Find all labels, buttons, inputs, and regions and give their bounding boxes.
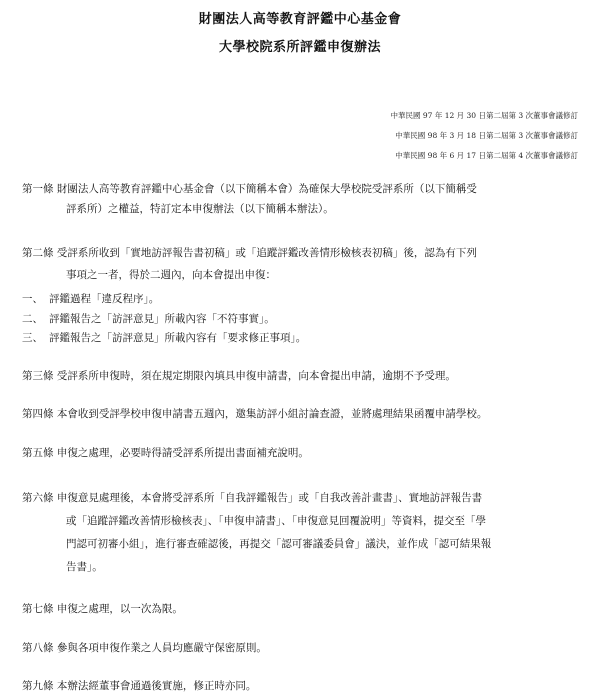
list-item-number: 三、 (22, 332, 43, 344)
list-item-text: 評鑑報告之「訪評意見」所載內容有「要求修正事項」。 (49, 332, 307, 344)
list-item (22, 311, 275, 326)
article-label: 第二條 (22, 247, 54, 259)
list-item (22, 330, 306, 345)
article-label: 第五條 (22, 447, 54, 459)
article-2 (22, 245, 477, 260)
organization-title: 財團法人高等教育評鑑中心基金會 (198, 12, 402, 27)
article-1 (22, 181, 477, 196)
article-text: 申復之處理，必要時得請受評系所提出書面補充說明。 (56, 447, 309, 459)
article-text: 本辦法經董事會通過後實施，修正時亦同。 (56, 680, 257, 692)
article-3 (22, 368, 456, 383)
revision-note: 中華民國 98 年 6 月 17 日第二屆第 4 次董事會議修訂 (395, 151, 578, 160)
article-text: 申復意見處理後，本會將受評系所「自我評鑑報告」或「自我改善計畫書」、實地訪評報告書 (56, 492, 483, 504)
article-text: 受評系所收到「實地訪評報告書初稿」或「追蹤評鑑改善情形檢核表初稿」後，認為有下列 (56, 247, 477, 259)
article-7 (22, 601, 183, 616)
article-label: 第八條 (22, 642, 54, 654)
list-item (22, 291, 159, 306)
article-4 (22, 406, 487, 421)
article-text-continued: 告書」。 (66, 561, 103, 573)
article-text-continued: 事項之一者，得於二週內，向本會提出申復： (66, 269, 276, 281)
article-5 (22, 445, 309, 460)
article-text-continued: 評系所）之權益，特訂定本申復辦法（以下簡稱本辦法）。 (66, 203, 334, 215)
article-label: 第四條 (22, 408, 54, 420)
list-item-text: 評鑑報告之「訪評意見」所載內容「不符事實」。 (49, 313, 275, 325)
article-text-continued: 門認可初審小組」，進行審查確認後，再提交「認可審議委員會」議決，並作成「認可結果報 (66, 538, 492, 550)
article-text: 財團法人高等教育評鑑中心基金會（以下簡稱本會）為確保大學校院受評系所（以下簡稱受 (56, 183, 477, 195)
article-label: 第三條 (22, 370, 54, 382)
article-text-continued: 或「追蹤評鑑改善情形檢核表」、「申復申請書」、「申復意見回覆說明」等資料，提交至「學 (66, 515, 486, 527)
article-9 (22, 678, 256, 693)
article-label: 第九條 (22, 680, 54, 692)
article-6 (22, 490, 482, 505)
list-item-number: 一、 (22, 293, 43, 305)
list-item-text: 評鑑過程「違反程序」。 (49, 293, 160, 305)
article-label: 第七條 (22, 603, 54, 615)
article-text: 參與各項申復作業之人員均應嚴守保密原則。 (56, 642, 267, 654)
revision-note: 中華民國 98 年 3 月 18 日第二屆第 3 次董事會議修訂 (395, 131, 578, 140)
revision-history (391, 106, 578, 166)
article-8 (22, 640, 267, 655)
revision-note: 中華民國 97 年 12 月 30 日第二屆第 3 次董事會議修訂 (390, 111, 578, 120)
article-text: 受評系所申復時，須在規定期限內填具申復申請書，向本會提出申請，逾期不予受理。 (56, 370, 456, 382)
article-label: 第六條 (22, 492, 54, 504)
document-title: 大學校院系所評鑑申復辦法 (218, 40, 381, 55)
list-item-number: 二、 (22, 313, 43, 325)
article-text: 申復之處理，以一次為限。 (56, 603, 183, 615)
article-text: 本會收到受評學校申復申請書五週內，邀集訪評小組討論查證，並將處理結果函覆申請學校。 (56, 408, 488, 420)
article-label: 第一條 (22, 183, 54, 195)
